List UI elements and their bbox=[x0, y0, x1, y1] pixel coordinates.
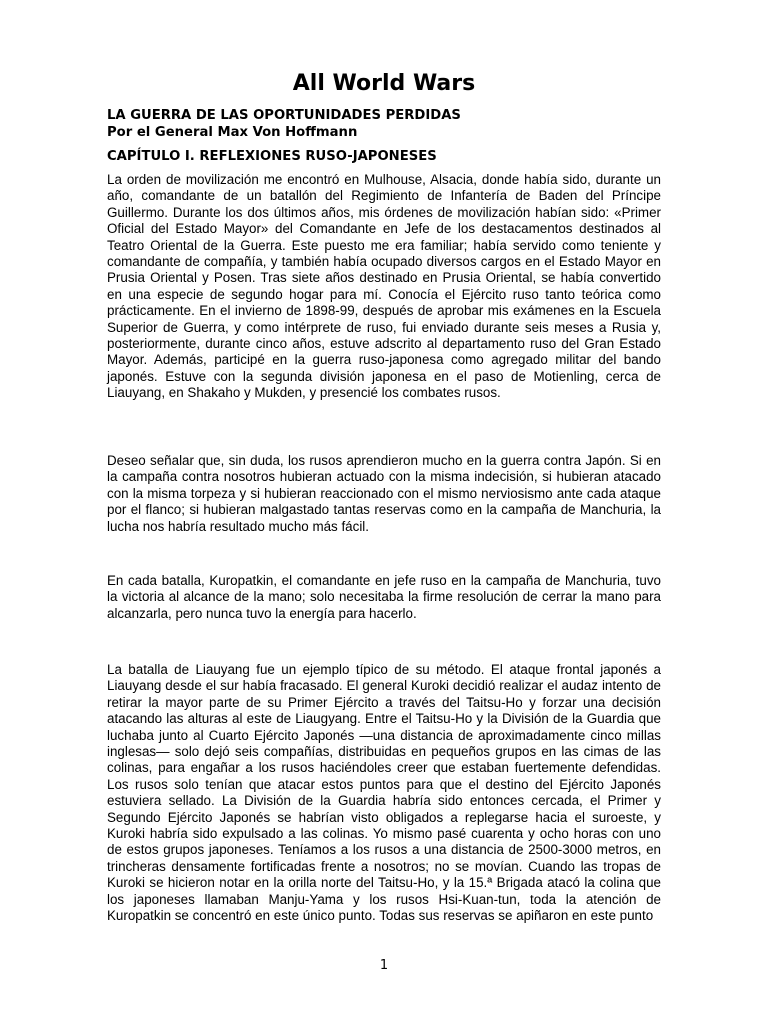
body-paragraph: La batalla de Liauyang fue un ejemplo típico de su método. El ataque frontal japonés a Liauyang desde el sur había fracasado. El general Kuroki decidió realizar el audaz intento de retirar la mayor parte de su Primer Ejército a través del Taitsu-Ho y forzar una decisión atacando las alturas al este de Liaugyang. Entre el Taitsu-Ho y la División de la Guardia que luchaba junto al Cuarto Ejército Japonés —una distancia de aproximadamente cinco millas inglesas— solo dejó seis compañías, distribuidas en pequeños grupos en las cimas de las colinas, para engañar a los rusos haciéndoles creer que estaban fuertemente defendidas. Los rusos solo tenían que atacar estos puntos para que el destino del Ejército Japonés estuviera sellado. La División de la Guardia habría sido entonces cercada, el Primer y Segundo Ejército Japonés se habrían visto obligados a replegarse hacia el suroeste, y Kuroki habría sido expulsado a las colinas. Yo mismo pasé cuarenta y ocho horas con uno de estos grupos japoneses. Teníamos a los rusos a una distancia de 2500-3000 metros, en trincheras densamente fortificadas frente a nosotros; no se movían. Cuando las tropas de Kuroki se hicieron notar en la orilla norte del Taitsu-Ho, y la 15.ª Brigada atacó la colina que los japoneses llamaban Manju-Yama y los rusos Hsi-Kuan-tun, toda la atención de Kuropatkin se concentró en este único punto. Todas sus reservas se apiñaron en este punto bbox=[107, 662, 661, 924]
body-paragraph: La orden de movilización me encontró en Mulhouse, Alsacia, donde había sido, durante un año, comandante de un batallón del Regimiento de Infantería de Baden del Príncipe Guillermo. Durante los dos últimos años, mis órdenes de movilización habían sido: «Primer Oficial del Estado Mayor» del Comandante en Jefe de los destacamentos destinados al Teatro Oriental de la Guerra. Este puesto me era familiar; había servido como teniente y comandante de compañía, y también había ocupado diversos cargos en el Estado Mayor en Prusia Oriental y Posen. Tras siete años destinado en Prusia Oriental, se había convertido en una especie de segundo hogar para mí. Conocía el Ejército ruso tanto teórica como prácticamente. En el invierno de 1898-99, después de aprobar mis exámenes en la Escuela Superior de Guerra, y como intérprete de ruso, fui enviado durante seis meses a Rusia y, posteriormente, durante cinco años, estuve adscrito al departamento ruso del Gran Estado Mayor. Además, participé en la guerra ruso-japonesa como agregado militar del bando japonés. Estuve con la segunda división japonesa en el paso de Motienling, cerca de Liauyang, en Shakaho y Mukden, y presencié los combates rusos. bbox=[107, 172, 661, 401]
chapter-heading: CAPÍTULO I. REFLEXIONES RUSO-JAPONESES bbox=[107, 149, 437, 164]
book-subtitle: LA GUERRA DE LAS OPORTUNIDADES PERDIDAS bbox=[107, 108, 461, 123]
body-paragraph: En cada batalla, Kuropatkin, el comandante en jefe ruso en la campaña de Manchuria, tuvo la victoria al alcance de la mano; solo necesitaba la firme resolución de cerrar la mano para alcanzarla, pero nunca tuvo la energía para hacerlo. bbox=[107, 573, 661, 621]
document-title: All World Wars bbox=[292, 71, 476, 96]
page-number: 1 bbox=[379, 958, 389, 973]
body-paragraph: Deseo señalar que, sin duda, los rusos aprendieron mucho en la guerra contra Japón. Si en la campaña contra nosotros hubieran actuado con la misma indecisión, si hubieran atacado con la misma torpeza y si hubieran reaccionado con el mismo nerviosismo ante cada ataque por el flanco; si hubieran malgastado tantas reservas como en la campaña de Manchuria, la lucha nos habría resultado mucho más fácil. bbox=[107, 453, 661, 534]
author-line: Por el General Max Von Hoffmann bbox=[107, 125, 358, 140]
